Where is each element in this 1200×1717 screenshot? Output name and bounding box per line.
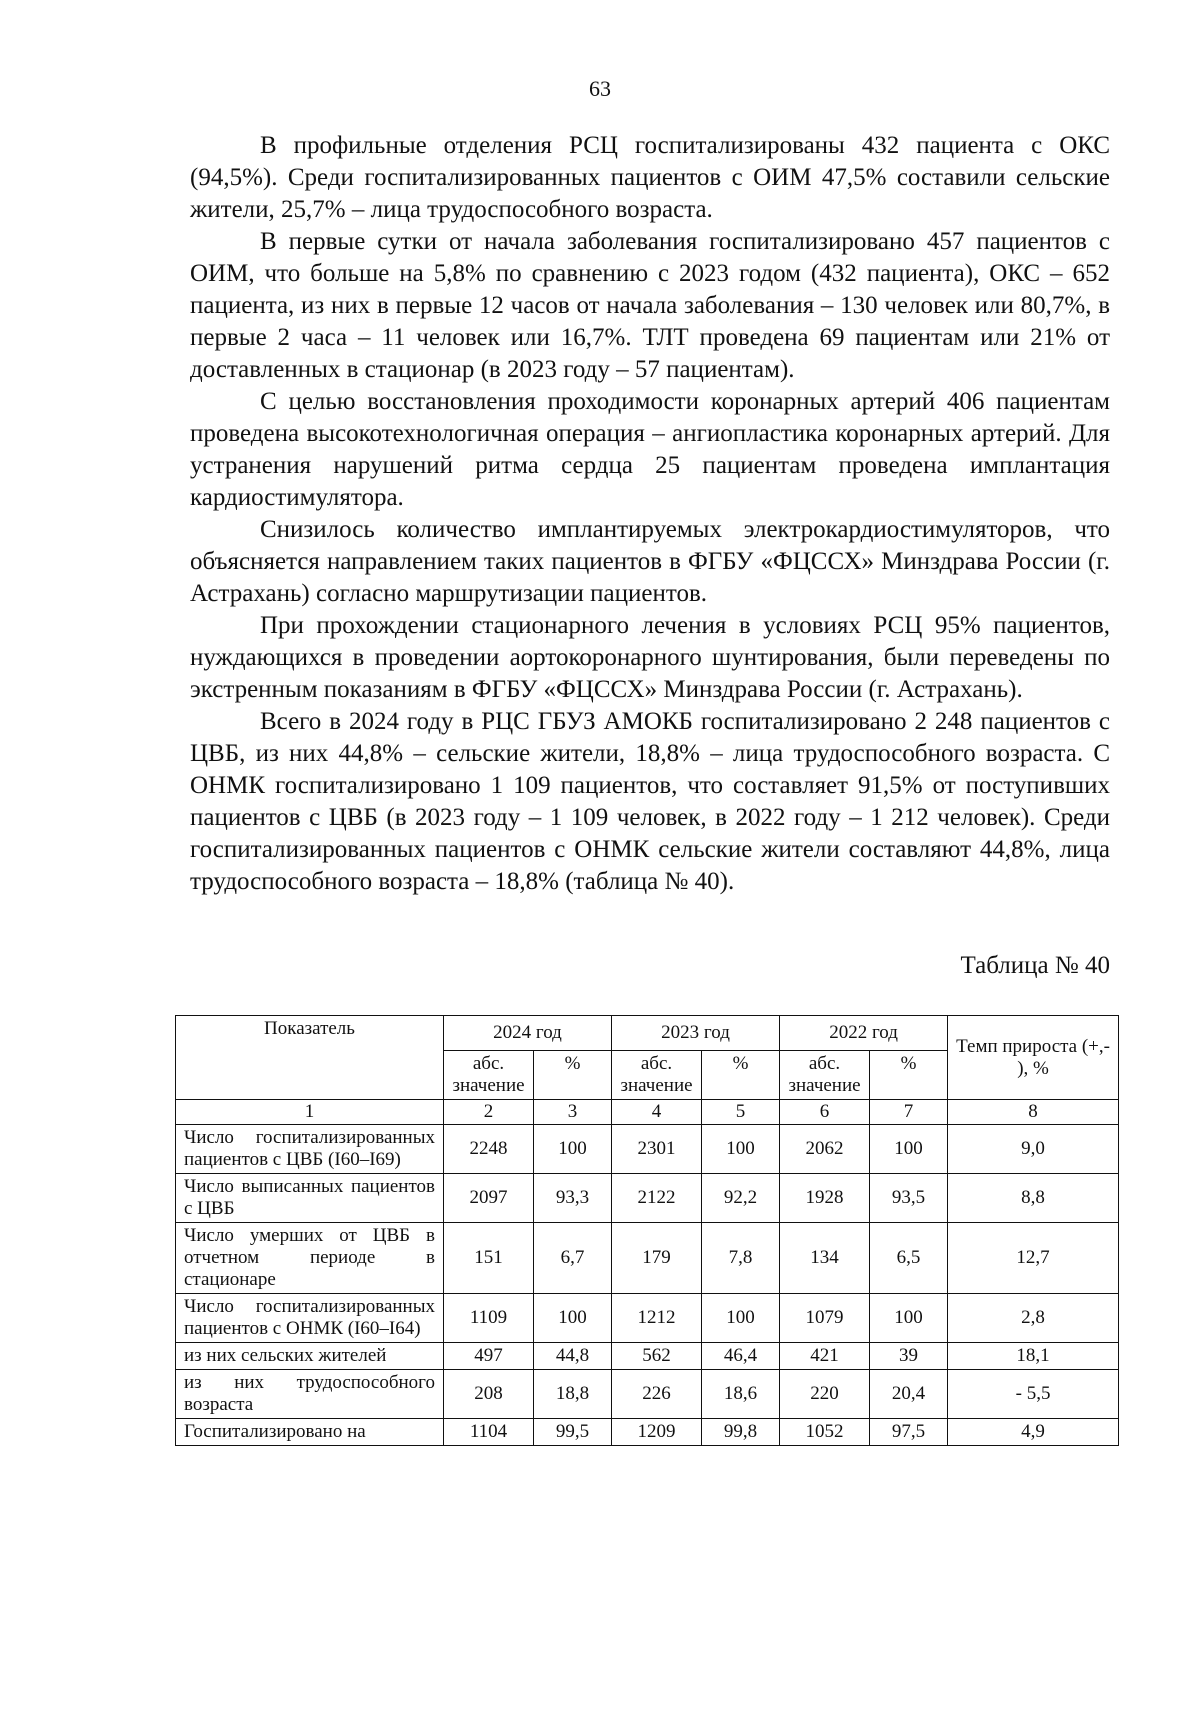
cell: - 5,5 bbox=[948, 1370, 1119, 1419]
cell: 100 bbox=[534, 1294, 612, 1343]
table-row bbox=[176, 1370, 1119, 1419]
cell: 1052 bbox=[780, 1419, 870, 1446]
cell: 2097 bbox=[444, 1174, 534, 1223]
cell: 8,8 bbox=[948, 1174, 1119, 1223]
paragraph: Всего в 2024 году в РЦС ГБУЗ АМОКБ госпитализировано 2 248 пациентов с ЦВБ, из них 44,8% – сельские жители, 18,8% – лица трудоспособного возраста. С ОНМК госпитализировано 1 109 пациентов, что составляет 91,5% от поступивших пациентов с ЦВБ (в 2023 году – 1 109 человек, в 2022 году – 1 212 человек). Среди госпитализированных пациентов с ОНМК сельские жители составляют 44,8%, лица трудоспособного возраста – 18,8% (таблица № 40). bbox=[190, 708, 1110, 895]
cell: 39 bbox=[870, 1343, 948, 1370]
column-index: 8 bbox=[948, 1100, 1119, 1125]
column-index: 6 bbox=[780, 1100, 870, 1125]
cell: 220 bbox=[780, 1370, 870, 1419]
header-year: 2022 год bbox=[780, 1016, 948, 1051]
cell: 46,4 bbox=[702, 1343, 780, 1370]
cell: 4,9 bbox=[948, 1419, 1119, 1446]
cell: 6,7 bbox=[534, 1223, 612, 1294]
cell: 1212 bbox=[612, 1294, 702, 1343]
header-indicator: Показатель bbox=[176, 1016, 444, 1100]
cell: 1209 bbox=[612, 1419, 702, 1446]
cell: 99,8 bbox=[702, 1419, 780, 1446]
cell: 44,8 bbox=[534, 1343, 612, 1370]
table-caption: Таблица № 40 bbox=[960, 952, 1110, 979]
column-index: 5 bbox=[702, 1100, 780, 1125]
cell: 1079 bbox=[780, 1294, 870, 1343]
cell: 179 bbox=[612, 1223, 702, 1294]
table-row bbox=[176, 1125, 1119, 1174]
cell: 18,6 bbox=[702, 1370, 780, 1419]
cell: 421 bbox=[780, 1343, 870, 1370]
cell: 100 bbox=[702, 1125, 780, 1174]
row-label: из них сельских жителей bbox=[176, 1343, 444, 1370]
row-label: из них трудоспособного возраста bbox=[176, 1370, 444, 1419]
cell: 7,8 bbox=[702, 1223, 780, 1294]
cell: 12,7 bbox=[948, 1223, 1119, 1294]
header-pct: % bbox=[870, 1051, 948, 1100]
cell: 93,5 bbox=[870, 1174, 948, 1223]
paragraph: В профильные отделения РСЦ госпитализированы 432 пациента с ОКС (94,5%). Среди госпитализированных пациентов с ОИМ 47,5% составили сельские жители, 25,7% – лица трудоспособного возраста. bbox=[190, 132, 1110, 223]
cell: 1104 bbox=[444, 1419, 534, 1446]
cell: 151 bbox=[444, 1223, 534, 1294]
table-row bbox=[176, 1223, 1119, 1294]
cell: 562 bbox=[612, 1343, 702, 1370]
cell: 6,5 bbox=[870, 1223, 948, 1294]
statistics-table bbox=[175, 1015, 1119, 1446]
cell: 1928 bbox=[780, 1174, 870, 1223]
header-growth: Темп прироста (+,- ), % bbox=[948, 1016, 1119, 1100]
row-label: Число госпитализированных пациентов с ОНМК (I60–I64) bbox=[176, 1294, 444, 1343]
cell: 100 bbox=[870, 1125, 948, 1174]
cell: 20,4 bbox=[870, 1370, 948, 1419]
header-pct: % bbox=[702, 1051, 780, 1100]
table-row bbox=[176, 1343, 1119, 1370]
column-index-row bbox=[176, 1100, 1119, 1125]
table-row bbox=[176, 1174, 1119, 1223]
column-index: 7 bbox=[870, 1100, 948, 1125]
body-text bbox=[190, 130, 1110, 898]
cell: 100 bbox=[702, 1294, 780, 1343]
cell: 18,1 bbox=[948, 1343, 1119, 1370]
cell: 93,3 bbox=[534, 1174, 612, 1223]
paragraph: В первые сутки от начала заболевания госпитализировано 457 пациентов с ОИМ, что больше на 5,8% по сравнению с 2023 годом (432 пациента), ОКС – 652 пациента, из них в первые 12 часов от начала заболевания – 130 человек или 80,7%, в первые 2 часа – 11 человек или 16,7%. ТЛТ проведена 69 пациентам или 21% от доставленных в стационар (в 2023 году – 57 пациентам). bbox=[190, 228, 1110, 383]
table-row bbox=[176, 1419, 1119, 1446]
header-pct: % bbox=[534, 1051, 612, 1100]
cell: 18,8 bbox=[534, 1370, 612, 1419]
header-year: 2024 год bbox=[444, 1016, 612, 1051]
cell: 2248 bbox=[444, 1125, 534, 1174]
cell: 226 bbox=[612, 1370, 702, 1419]
header-abs: абс. значение bbox=[444, 1051, 534, 1100]
row-label: Число умерших от ЦВБ в отчетном периоде в стационаре bbox=[176, 1223, 444, 1294]
header-abs: абс. значение bbox=[780, 1051, 870, 1100]
table-row bbox=[176, 1294, 1119, 1343]
column-index: 4 bbox=[612, 1100, 702, 1125]
column-index: 3 bbox=[534, 1100, 612, 1125]
paragraph: При прохождении стационарного лечения в условиях РСЦ 95% пациентов, нуждающихся в проведении аортокоронарного шунтирования, были переведены по экстренным показаниям в ФГБУ «ФЦССХ» Минздрава России (г. Астрахань). bbox=[190, 612, 1110, 703]
column-index: 2 bbox=[444, 1100, 534, 1125]
row-label: Госпитализировано на bbox=[176, 1419, 444, 1446]
cell: 497 bbox=[444, 1343, 534, 1370]
row-label: Число госпитализированных пациентов с ЦВБ (I60–I69) bbox=[176, 1125, 444, 1174]
cell: 2,8 bbox=[948, 1294, 1119, 1343]
cell: 100 bbox=[534, 1125, 612, 1174]
cell: 97,5 bbox=[870, 1419, 948, 1446]
paragraph: С целью восстановления проходимости коронарных артерий 406 пациентам проведена высокотехнологичная операция – ангиопластика коронарных артерий. Для устранения нарушений ритма сердца 25 пациентам проведена имплантация кардиостимулятора. bbox=[190, 388, 1110, 511]
cell: 2301 bbox=[612, 1125, 702, 1174]
cell: 1109 bbox=[444, 1294, 534, 1343]
row-label: Число выписанных пациентов с ЦВБ bbox=[176, 1174, 444, 1223]
cell: 99,5 bbox=[534, 1419, 612, 1446]
column-index: 1 bbox=[176, 1100, 444, 1125]
cell: 100 bbox=[870, 1294, 948, 1343]
cell: 92,2 bbox=[702, 1174, 780, 1223]
page-number: 63 bbox=[589, 76, 611, 101]
cell: 134 bbox=[780, 1223, 870, 1294]
cell: 2122 bbox=[612, 1174, 702, 1223]
cell: 2062 bbox=[780, 1125, 870, 1174]
header-year: 2023 год bbox=[612, 1016, 780, 1051]
paragraph: Снизилось количество имплантируемых электрокардиостимуляторов, что объясняется направлением таких пациентов в ФГБУ «ФЦССХ» Минздрава России (г. Астрахань) согласно маршрутизации пациентов. bbox=[190, 516, 1110, 607]
header-abs: абс. значение bbox=[612, 1051, 702, 1100]
cell: 208 bbox=[444, 1370, 534, 1419]
cell: 9,0 bbox=[948, 1125, 1119, 1174]
